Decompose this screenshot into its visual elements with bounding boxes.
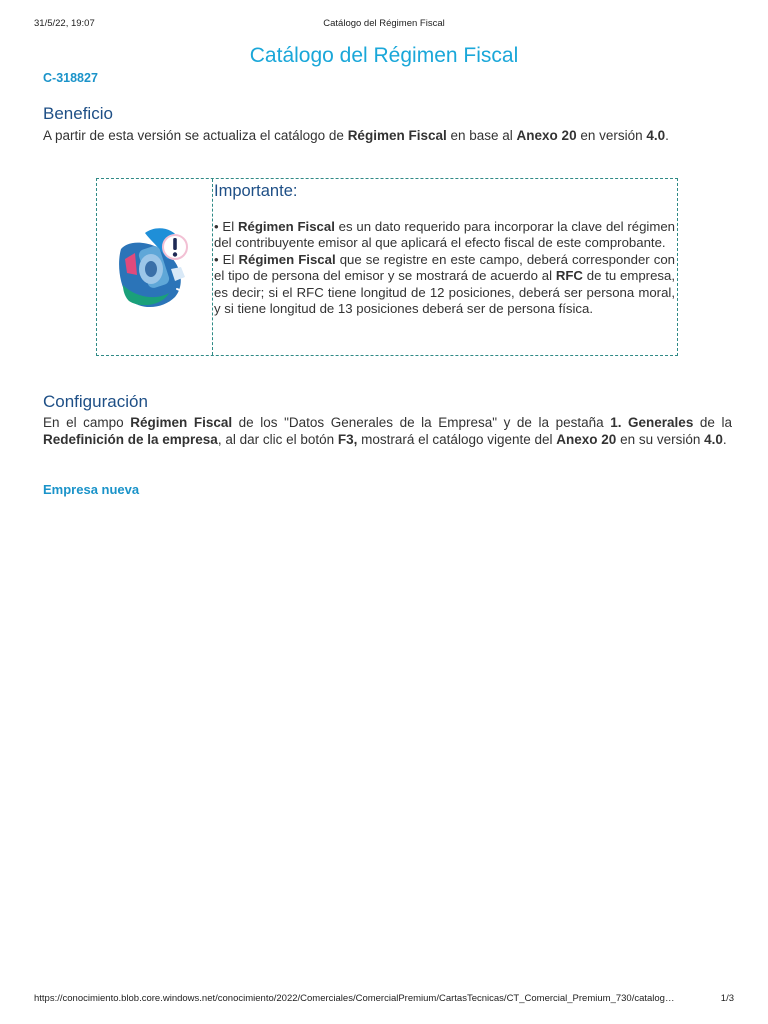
document-code: C-318827 <box>43 71 98 85</box>
text-run: • El <box>214 219 238 234</box>
beneficio-paragraph <box>43 127 732 144</box>
bold-run: 1. Generales <box>610 415 694 430</box>
bold-run: Régimen Fiscal <box>237 219 335 234</box>
callout-text-cell <box>214 179 675 355</box>
page-number: 1/3 <box>720 993 734 1004</box>
text-run: . <box>665 128 669 143</box>
print-page-title: Catálogo del Régimen Fiscal <box>323 18 445 29</box>
megaphone-alert-icon <box>115 223 195 313</box>
text-run: mostrará el catálogo vigente del <box>357 432 557 447</box>
text-run: , al dar clic el botón <box>217 432 338 447</box>
configuracion-heading: Configuración <box>43 392 148 411</box>
text-run: en base al <box>446 128 517 143</box>
bold-run: Régimen Fiscal <box>238 251 336 267</box>
text-run: que se registre en este campo, deberá corresponder con el tipo de persona del emisor y se mostrará de acuerdo al <box>214 251 676 284</box>
bold-run: F3, <box>337 432 358 447</box>
text-run: En el campo <box>43 415 131 430</box>
bold-run: RFC <box>555 268 583 284</box>
bold-run: Anexo 20 <box>556 432 617 447</box>
text-run: • El <box>214 251 239 267</box>
bold-run: 4.0 <box>704 432 723 447</box>
beneficio-heading: Beneficio <box>43 104 113 123</box>
bold-run: Anexo 20 <box>516 128 577 143</box>
text-run: . <box>722 432 727 447</box>
importante-bullet-1 <box>214 219 675 252</box>
configuracion-paragraph <box>43 414 732 448</box>
importante-bullet-2 <box>214 252 675 318</box>
print-source-url: https://conocimiento.blob.core.windows.net/conocimiento/2022/Comerciales/ComercialPremium/CartasTecnicas/CT_Comercial_Premium_730/catalog… <box>34 993 675 1004</box>
bold-run: Régimen Fiscal <box>130 415 233 430</box>
text-run: de la <box>693 415 732 430</box>
importante-callout <box>96 178 678 356</box>
text-run: es un dato requerido para incorporar la clave del régimen del contribuyente emisor al que aplicará el efecto fiscal de este comprobante. <box>214 219 675 251</box>
importante-title: Importante: <box>214 182 298 200</box>
document-title: Catálogo del Régimen Fiscal <box>249 44 519 67</box>
callout-image-cell <box>97 179 213 355</box>
importante-bullets <box>214 219 675 317</box>
text-run: de los "Datos Generales de la Empresa" y de la pestaña <box>232 415 611 430</box>
text-run: de tu empresa, es decir; si el RFC tiene longitud de 12 posiciones, deberá ser persona moral, y si tiene longitud de 13 posiciones deberá ser de persona física. <box>214 268 675 317</box>
text-run: en su versión <box>616 432 705 447</box>
print-datetime: 31/5/22, 19:07 <box>34 18 95 29</box>
bold-run: Régimen Fiscal <box>347 128 447 143</box>
text-run: A partir de esta versión se actualiza el catálogo de <box>43 128 348 143</box>
bold-run: 4.0 <box>646 128 666 143</box>
bold-run: Redefinición de la empresa <box>43 432 218 447</box>
empresa-nueva-heading: Empresa nueva <box>43 482 140 497</box>
text-run: en versión <box>576 128 647 143</box>
print-header <box>34 18 734 32</box>
